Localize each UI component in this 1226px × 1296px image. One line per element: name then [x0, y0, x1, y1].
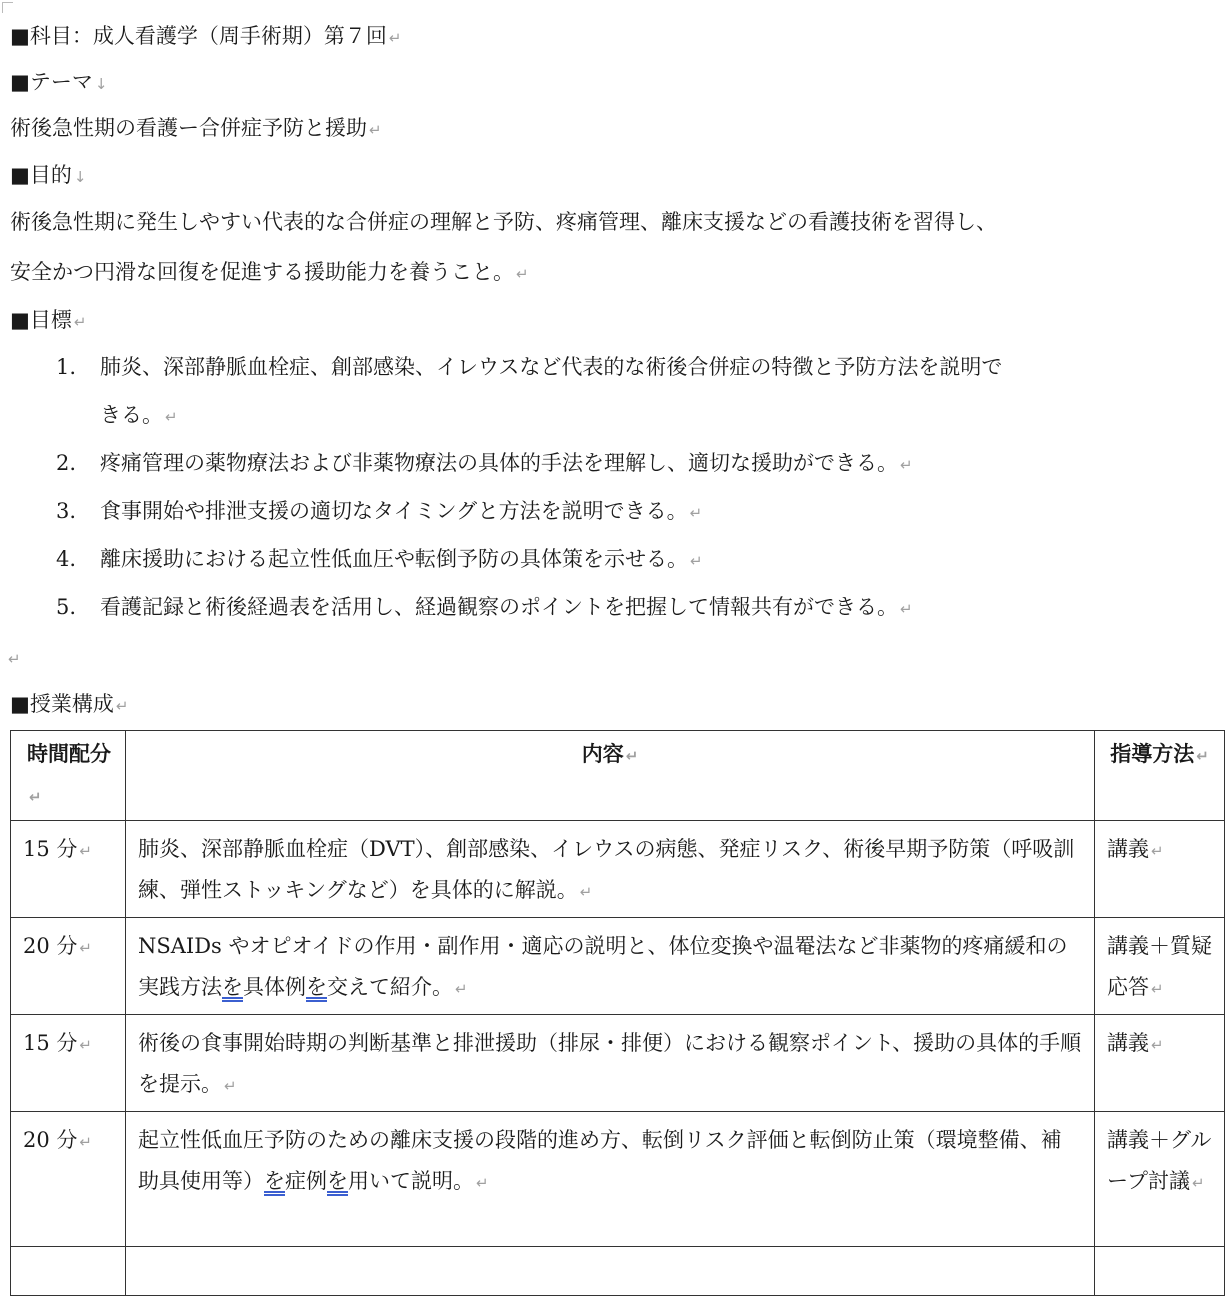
subject-text: ■科目：成人看護学（周手術期）第７回	[10, 24, 387, 48]
table-row	[11, 1247, 1225, 1296]
cell-mark: ↵	[1151, 980, 1164, 998]
header-content: 内容 ↵	[126, 731, 1095, 821]
header-time: 時間配分↵	[11, 731, 126, 821]
grammar-underline: を	[264, 1169, 285, 1193]
cell-mark: ↵	[1196, 747, 1209, 765]
goal-item-5	[56, 597, 913, 618]
empty-paragraph-mark: ↵	[8, 650, 21, 668]
goal-text: きる。	[100, 403, 163, 427]
paragraph-mark: ↵	[516, 265, 529, 283]
paragraph-mark: ↵	[388, 29, 402, 47]
cell-mark: ↵	[29, 788, 42, 806]
method-cell: 講義＋質疑応答 ↵	[1095, 918, 1225, 1015]
paragraph-mark: ↵	[369, 121, 382, 139]
goal-number: 3.	[56, 499, 77, 523]
cell-mark: ↵	[79, 1036, 92, 1054]
cell-mark: ↵	[79, 939, 92, 957]
cell-mark: ↵	[79, 842, 92, 860]
method-cell: 講義＋グループ討議 ↵	[1095, 1112, 1225, 1247]
purpose-heading	[10, 165, 86, 186]
cell-mark: ↵	[79, 1133, 92, 1151]
method-cell	[1095, 1247, 1225, 1296]
paragraph-mark: ↵	[689, 504, 703, 522]
goal-number: 4.	[56, 547, 77, 571]
goal-text: 疼痛管理の薬物療法および非薬物療法の具体的手法を理解し、適切な援助ができる。	[100, 451, 898, 475]
page-corner-mark	[2, 2, 13, 13]
goal-text: 看護記録と術後経過表を活用し、経過観察のポイントを把握して情報共有ができる。	[100, 595, 898, 619]
theme-text	[10, 118, 382, 139]
theme-body: 術後急性期の看護ー合併症予防と援助	[10, 116, 367, 140]
goal-number: 1.	[56, 355, 77, 379]
table-row	[11, 1015, 1225, 1112]
line-break-mark: ↓	[94, 75, 108, 93]
goal-text: 肺炎、深部静脈血栓症、創部感染、イレウスなど代表的な術後合併症の特徴と予防方法を説明で	[100, 355, 1003, 379]
grammar-underline: を	[327, 1169, 348, 1193]
paragraph-mark: ↵	[900, 600, 913, 618]
goals-heading	[10, 310, 86, 331]
paragraph-mark: ↵	[115, 697, 129, 715]
table-row	[11, 1112, 1225, 1247]
time-cell: 15 分 ↵	[11, 821, 126, 918]
paragraph-mark: ↵	[73, 313, 87, 331]
paragraph-mark: ↵	[455, 980, 468, 998]
paragraph-mark: ↵	[476, 1174, 489, 1192]
cell-mark: ↵	[1191, 1174, 1205, 1192]
goal-item-1	[56, 357, 1002, 378]
grammar-underline: を	[222, 975, 243, 999]
method-cell: 講義 ↵	[1095, 821, 1225, 918]
time-cell: 20 分 ↵	[11, 918, 126, 1015]
content-cell: 術後の食事開始時期の判断基準と排泄援助（排尿・排便）における観察ポイント、援助の具体的手順を提示。 ↵	[126, 1015, 1095, 1112]
goal-text: 食事開始や排泄支援の適切なタイミングと方法を説明できる。	[100, 499, 688, 523]
method-cell: 講義 ↵	[1095, 1015, 1225, 1112]
goal-item-2	[56, 453, 913, 474]
header-method: 指導方法 ↵	[1095, 731, 1225, 821]
structure-heading	[10, 694, 128, 715]
goal-number: 2.	[56, 451, 77, 475]
goal-item-3	[56, 501, 702, 522]
class-structure-table	[10, 730, 1225, 1296]
goals-heading-text: ■目標	[10, 308, 72, 332]
goal-item-1-continued	[100, 405, 178, 426]
cell-mark: ↵	[1151, 842, 1164, 860]
purpose-text-1: 術後急性期に発生しやすい代表的な合併症の理解と予防、疼痛管理、離床支援などの看護技術を習得し、	[10, 210, 997, 234]
paragraph-mark: ↵	[579, 883, 593, 901]
purpose-line-1	[10, 212, 997, 233]
time-cell	[11, 1247, 126, 1296]
purpose-heading-text: ■目的	[10, 163, 72, 187]
content-cell: NSAIDs やオピオイドの作用・副作用・適応の説明と、体位変換や温罨法など非薬物的疼痛緩和の実践方法を具体例を交えて紹介。 ↵	[126, 918, 1095, 1015]
goal-text: 離床援助における起立性低血圧や転倒予防の具体策を示せる。	[100, 547, 688, 571]
purpose-line-2	[10, 262, 529, 283]
goal-item-4	[56, 549, 703, 570]
time-cell: 20 分 ↵	[11, 1112, 126, 1247]
theme-heading-text: ■テーマ	[10, 70, 93, 94]
subject-line	[10, 26, 401, 47]
purpose-text-2: 安全かつ円滑な回復を促進する援助能力を養うこと。	[10, 260, 514, 284]
time-cell: 15 分 ↵	[11, 1015, 126, 1112]
theme-heading	[10, 72, 107, 93]
table-header-row	[11, 731, 1225, 821]
content-cell: 起立性低血圧予防のための離床支援の段階的進め方、転倒リスク評価と転倒防止策（環境整備、補助具使用等）を症例を用いて説明。 ↵	[126, 1112, 1095, 1247]
goal-number: 5.	[56, 595, 77, 619]
table-row	[11, 918, 1225, 1015]
paragraph-mark: ↵	[224, 1077, 237, 1095]
grammar-underline: を	[306, 975, 327, 999]
cell-mark: ↵	[625, 747, 639, 765]
table-row	[11, 821, 1225, 918]
paragraph-mark: ↵	[690, 552, 703, 570]
cell-mark: ↵	[1151, 1036, 1164, 1054]
content-cell	[126, 1247, 1095, 1296]
paragraph-mark: ↵	[165, 408, 178, 426]
structure-heading-text: ■授業構成	[10, 692, 114, 716]
paragraph-mark: ↵	[900, 456, 913, 474]
line-break-mark: ↓	[73, 168, 87, 186]
content-cell: 肺炎、深部静脈血栓症（DVT）、創部感染、イレウスの病態、発症リスク、術後早期予防策（呼吸訓練、弾性ストッキングなど）を具体的に解説。 ↵	[126, 821, 1095, 918]
